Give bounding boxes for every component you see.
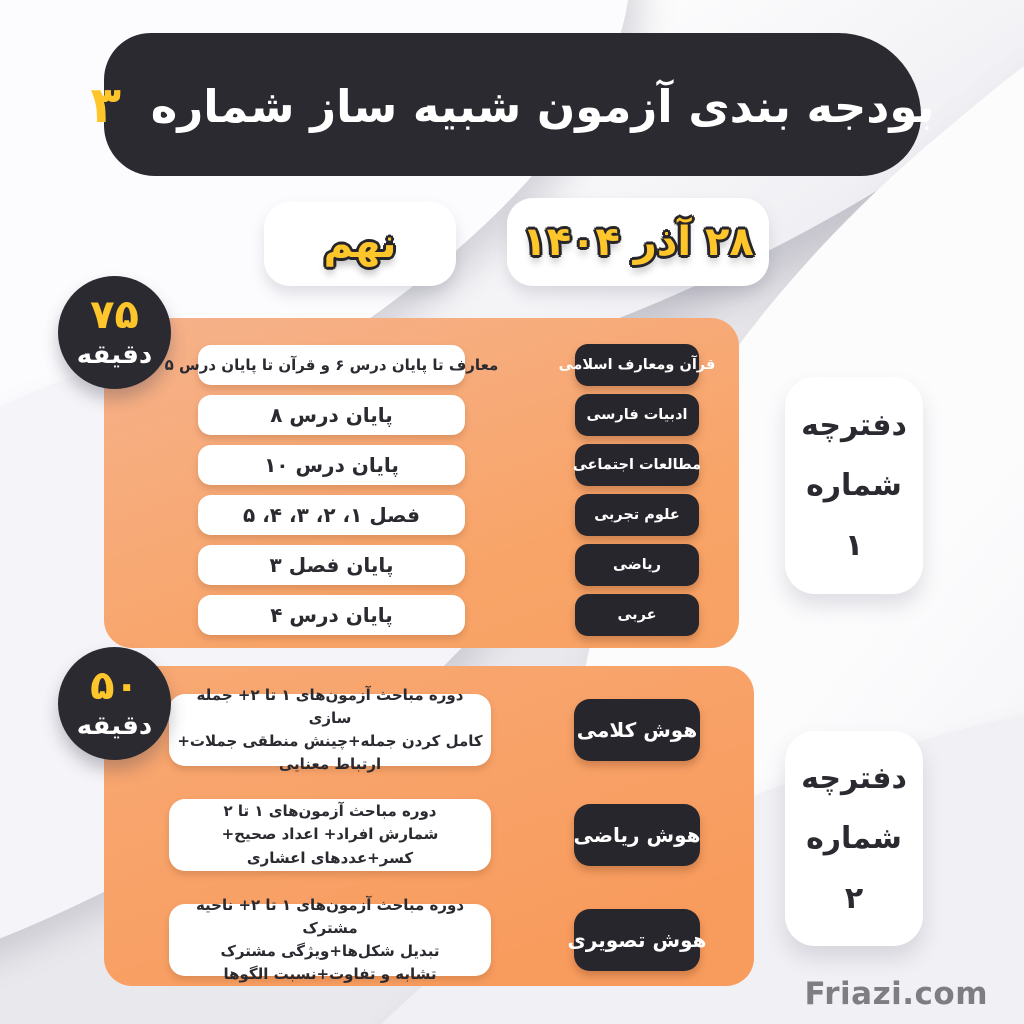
booklet-word: دفترچه — [801, 761, 907, 796]
section-2-panel — [104, 666, 754, 986]
duration-unit: دقیقه — [76, 711, 153, 741]
topic-line: کامل کردن جمله+چینش منطقی جملات+ ارتباط معنایی — [177, 732, 483, 774]
topic-box: پایان درس ۸ — [198, 395, 465, 435]
website-watermark: Friazi.com — [804, 976, 988, 1012]
booklet-2-card — [785, 731, 923, 946]
duration-value: ۵۰ — [90, 663, 139, 709]
subject-pill: مطالعات اجتماعی — [575, 444, 699, 486]
booklet-word: شماره — [806, 468, 902, 503]
schedule-row — [198, 495, 699, 535]
page-title — [91, 76, 935, 134]
subject-pill: قرآن ومعارف اسلامی — [575, 344, 699, 386]
topic-box — [169, 685, 491, 774]
exam-number: ۳ — [90, 75, 122, 134]
booklet-1-card — [785, 377, 923, 594]
exam-date: ۲۸ آذر ۱۴۰۴ — [522, 219, 754, 265]
page-title-text: بودجه بندی آزمون شبیه ساز شماره — [150, 79, 935, 133]
topic-line: تبدیل شکل‌ها+ویژگی مشترک — [220, 942, 440, 960]
topic-line: شمارش افراد+ اعداد صحیح+ کسر+عددهای اعشاری — [221, 825, 439, 867]
subject-pill: هوش ریاضی — [574, 804, 700, 866]
duration-value: ۷۵ — [90, 292, 139, 338]
schedule-row — [169, 685, 700, 774]
topic-box: پایان درس ۴ — [198, 595, 465, 635]
topic-line: تشابه و تفاوت+نسبت الگوها — [223, 965, 437, 984]
topic-box: پایان درس ۱۰ — [198, 445, 465, 485]
schedule-row — [164, 345, 716, 385]
schedule-row — [198, 545, 699, 585]
topic-box — [169, 799, 491, 871]
subject-pill: عربی — [575, 594, 699, 636]
date-pill — [507, 198, 769, 286]
topic-line: دوره مباحث آزمون‌های ۱ تا ۲ — [223, 802, 437, 821]
duration-unit: دقیقه — [76, 340, 153, 370]
topic-box: پایان فصل ۳ — [198, 545, 465, 585]
subject-pill: هوش تصویری — [574, 909, 700, 971]
duration-badge-section-2 — [58, 647, 171, 760]
subject-pill: ادبیات فارسی — [575, 394, 699, 436]
schedule-row — [169, 799, 700, 871]
booklet-word: دفترچه — [801, 408, 907, 443]
grade-label: نهم — [323, 221, 397, 267]
duration-badge-section-1 — [58, 276, 171, 389]
schedule-row — [198, 395, 699, 435]
subject-pill: ریاضی — [575, 544, 699, 586]
topic-box: معارف تا پایان درس ۶ و قرآن تا پایان درس ۵ — [198, 345, 465, 385]
topic-line: دوره مباحث آزمون‌های ۱ تا ۲+ ناحیه مشترک — [195, 895, 465, 937]
topic-box — [169, 895, 491, 984]
schedule-row — [198, 595, 699, 635]
title-banner — [90, 33, 935, 176]
topic-line: دوره مباحث آزمون‌های ۱ تا ۲+ جمله سازی — [196, 685, 464, 727]
grade-pill — [264, 202, 456, 286]
section-1-panel — [104, 318, 739, 648]
subject-pill: علوم تجربی — [575, 494, 699, 536]
booklet-word: شماره — [806, 821, 902, 856]
booklet-number: ۱ — [844, 528, 864, 563]
subject-pill: هوش کلامی — [574, 699, 700, 761]
topic-box: فصل ۱، ۲، ۳، ۴، ۵ — [198, 495, 465, 535]
schedule-row — [169, 895, 707, 984]
schedule-row — [198, 445, 702, 485]
booklet-number: ۲ — [844, 881, 864, 916]
